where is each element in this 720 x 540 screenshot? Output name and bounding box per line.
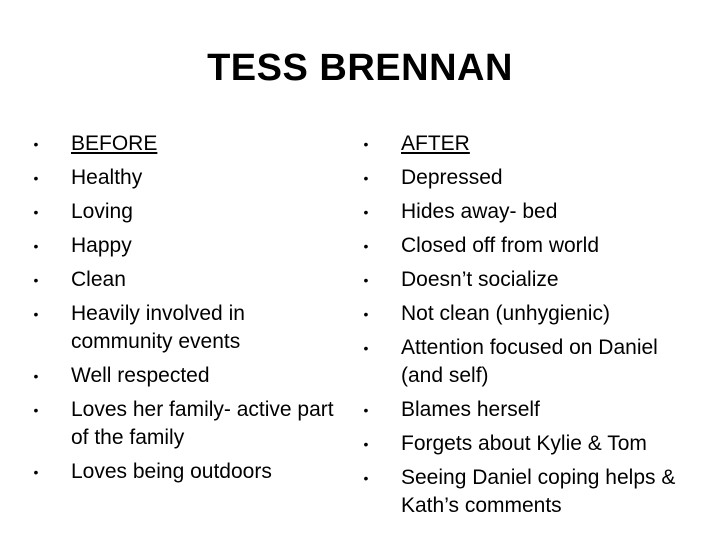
list-item — [26, 362, 336, 390]
list-item — [356, 464, 696, 520]
list-item-text: Happy — [71, 234, 132, 257]
bullet-icon: • — [33, 464, 39, 480]
list-item — [356, 164, 696, 192]
list-item-text: Loves being outdoors — [71, 460, 272, 483]
list-item-text: Well respected — [71, 364, 210, 387]
bullet-icon: • — [363, 306, 369, 322]
list-item-text: Hides away- bed — [401, 200, 558, 223]
list-item — [356, 430, 696, 458]
before-heading-item — [26, 130, 336, 158]
bullet-icon: • — [363, 170, 369, 186]
list-item-text: Loving — [71, 200, 133, 223]
list-item-text: Doesn’t socialize — [401, 268, 559, 291]
bullet-icon: • — [33, 402, 39, 418]
before-heading: BEFORE — [71, 132, 158, 155]
list-item — [26, 396, 336, 452]
list-item — [356, 232, 696, 260]
list-item-text: Closed off from world — [401, 234, 600, 257]
list-item-text: Not clean (unhygienic) — [401, 302, 610, 325]
list-item-text: Loves her family- active part of the family — [71, 398, 334, 449]
bullet-icon: • — [33, 170, 39, 186]
slide-title: TESS BRENNAN — [207, 47, 513, 89]
list-item-text: Clean — [71, 268, 126, 291]
list-item-text: Blames herself — [401, 398, 540, 421]
list-item — [356, 300, 696, 328]
list-item-text: Forgets about Kylie & Tom — [401, 432, 647, 455]
bullet-icon: • — [363, 402, 369, 418]
list-item — [26, 164, 336, 192]
list-item-text: Healthy — [71, 166, 143, 189]
bullet-icon: • — [363, 238, 369, 254]
list-item — [26, 232, 336, 260]
list-item — [356, 334, 696, 390]
bullet-icon: • — [363, 272, 369, 288]
list-item — [26, 300, 336, 356]
list-item-text: Depressed — [401, 166, 503, 189]
list-item — [26, 458, 336, 486]
before-list — [26, 130, 336, 492]
after-heading-item — [356, 130, 696, 158]
list-item-text: Seeing Daniel coping helps & Kath’s comments — [401, 466, 676, 517]
list-item — [356, 198, 696, 226]
bullet-icon: • — [363, 204, 369, 220]
list-item — [26, 266, 336, 294]
list-item — [356, 266, 696, 294]
bullet-icon: • — [363, 470, 369, 486]
bullet-icon: • — [33, 238, 39, 254]
bullet-icon: • — [33, 136, 39, 152]
after-heading: AFTER — [401, 132, 470, 155]
bullet-icon: • — [33, 368, 39, 384]
list-item-text: Heavily involved in community events — [71, 302, 245, 353]
list-item — [356, 396, 696, 424]
list-item — [26, 198, 336, 226]
bullet-icon: • — [363, 340, 369, 356]
list-item-text: Attention focused on Daniel (and self) — [401, 336, 658, 387]
bullet-icon: • — [33, 204, 39, 220]
bullet-icon: • — [33, 272, 39, 288]
bullet-icon: • — [363, 136, 369, 152]
bullet-icon: • — [33, 306, 39, 322]
bullet-icon: • — [363, 436, 369, 452]
after-list — [356, 130, 696, 526]
